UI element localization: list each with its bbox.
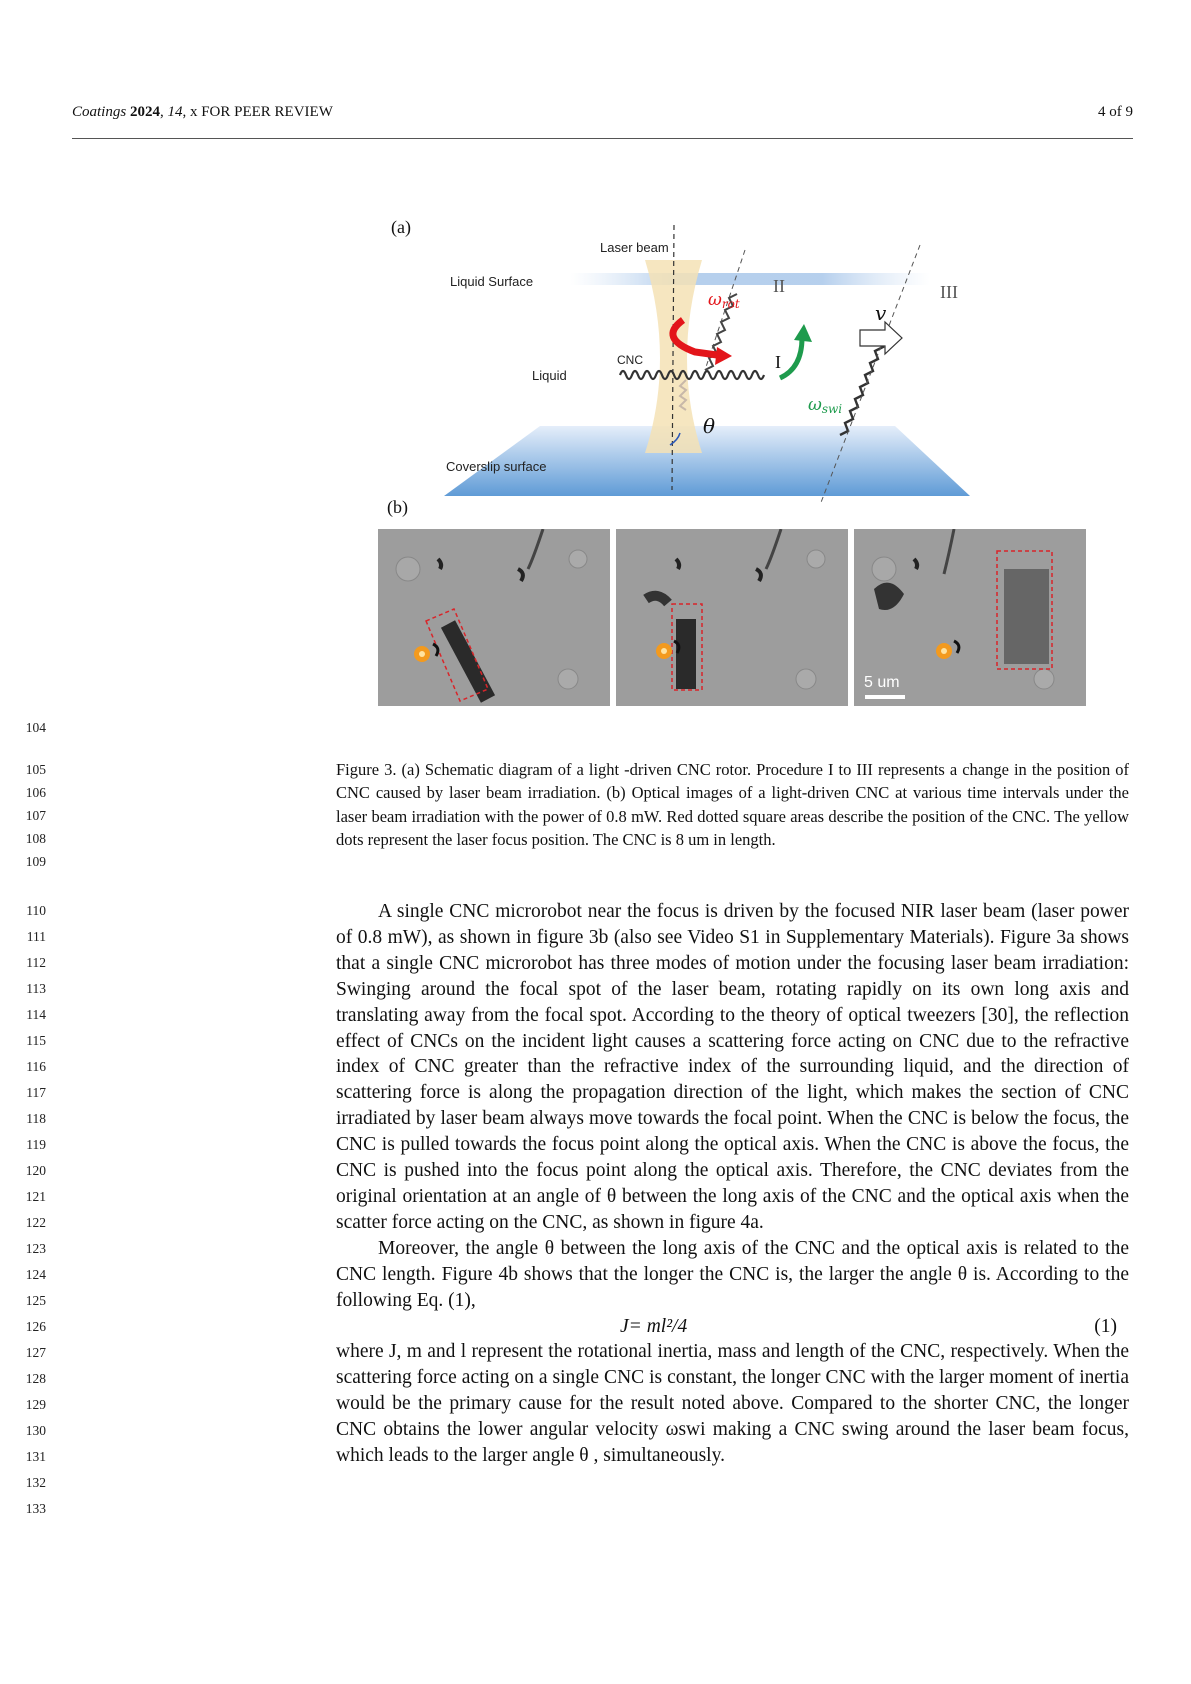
line-number: 104: [25, 720, 46, 735]
journal-volume: 14: [167, 104, 183, 120]
line-number: 111: [26, 929, 46, 944]
line-number: 116: [26, 1059, 46, 1074]
optical-image-2-content: [616, 529, 848, 706]
velocity-label: v: [875, 301, 887, 325]
laser-beam-label: Laser beam: [600, 240, 669, 255]
scale-bar-label: 5 um: [864, 674, 900, 691]
line-number: 107: [25, 808, 46, 823]
liquid-surface-band: [570, 273, 930, 285]
swing-arrow: [780, 338, 802, 378]
line-number: 113: [26, 981, 46, 996]
line-number: 127: [25, 1345, 46, 1360]
journal-year: 2024: [129, 104, 160, 120]
line-number: 133: [25, 1501, 46, 1516]
swing-arrowhead: [794, 324, 812, 342]
line-number: 109: [25, 854, 46, 869]
cnc-moved: [840, 335, 888, 435]
line-number: 123: [25, 1241, 46, 1256]
line-number: 108: [25, 831, 46, 846]
panel-a-label: (a): [391, 217, 411, 237]
running-header: [72, 104, 1133, 139]
line-number: 117: [26, 1085, 46, 1100]
line-number: 130: [25, 1423, 46, 1438]
line-number: 125: [25, 1293, 46, 1308]
cnc-horizontal: [620, 371, 764, 379]
theta-label: θ: [703, 414, 716, 438]
line-number: 119: [26, 1137, 46, 1152]
paragraph: Moreover, the angle θ between the long axis of the CNC and the optical axis is related to the CNC length. Figure 4b shows that the longer the CNC is, the larger the angle θ is. According to the following Eq. (1),: [336, 1237, 1129, 1311]
line-number: 115: [26, 1033, 46, 1048]
line-number: 112: [26, 955, 46, 970]
optical-image-1: [378, 529, 610, 706]
optical-images: [378, 529, 1088, 706]
paragraph-continuation: where J, m and l represent the rotational inertia, mass and length of the CNC, respectively. When the scattering force acting on a single CNC is constant, the longer CNC with the larger moment of inertia would be the primary cause for the result noted above. Compared to the shorter CNC, the longer CNC obtains the lower angular velocity ωswi making a CNC swing around the laser beam focus, which leads to the larger angle θ , simultaneously.: [336, 1341, 1129, 1467]
panel-b-label: (b): [387, 497, 408, 517]
line-number: 121: [25, 1189, 46, 1204]
journal-name: Coatings: [72, 104, 127, 120]
line-number: 120: [25, 1163, 46, 1178]
line-number: 105: [25, 762, 46, 777]
schematic-diagram: [440, 220, 1020, 510]
optical-image-1-content: [378, 529, 610, 706]
paragraph: A single CNC microrobot near the focus is driven by the focused NIR laser beam (laser power of 0.8 mW), as shown in figure 3b (also see Video S1 in Supplementary Materials). Figure 3a shows that a single CNC microrobot has three modes of motion under the focusing laser beam irradiation: Swinging around the focal spot of the laser beam, rotating rapidly on its own long axis and translating away from the focal spot. According to the theory of optical tweezers [30], the reflection effect of CNCs on the incident light causes a scattering force acting on CNC due to the refractive index of CNC greater than the refractive index of the surrounding liquid, and the direction of scattering force is along the propagation direction of the light, which makes the section of CNC irradiated by laser beam always move towards the focal point. When the CNC is below the focus, the CNC is pulled towards the focus point along the optical axis. When the CNC is above the focus, the CNC is pushed into the focus point along the optical axis. Therefore, the CNC deviates from the original orientation at an angle of θ between the long axis of the CNC and the optical axis when the scatter force acting on the CNC, as shown in figure 4a.: [336, 901, 1129, 1233]
line-number: 118: [26, 1111, 46, 1126]
liquid-label: Liquid: [532, 368, 567, 383]
equation-number: (1): [1094, 1315, 1117, 1337]
page-number: 4 of 9: [1098, 104, 1133, 120]
liquid-surface-label: Liquid Surface: [450, 274, 534, 289]
line-number: 128: [25, 1371, 46, 1386]
omega-swi-label: ωswi: [808, 395, 843, 416]
line-number: 129: [25, 1397, 46, 1412]
figure-caption: Figure 3. (a) Schematic diagram of a light -driven CNC rotor. Procedure I to III represents a change in the position of CNC caused by laser beam irradiation. (b) Optical images of a light-driven CNC at various time intervals under the laser beam irradiation with the power of 0.8 mW. Red dotted square areas describe the position of the CNC. The yellow dots represent the laser focus position. The CNC is 8 um in length.: [336, 760, 1129, 849]
rotation-arrowhead: [715, 347, 732, 365]
line-number: 126: [25, 1319, 46, 1334]
line-number: 114: [26, 1007, 46, 1022]
optical-image-2: [616, 529, 848, 706]
cnc-label: CNC: [617, 353, 643, 367]
journal-citation: Coatings 2024, 14, x FOR PEER REVIEW: [72, 104, 333, 120]
line-number: 131: [25, 1449, 46, 1464]
body-text: [336, 899, 1129, 1469]
scale-bar: [865, 695, 905, 699]
line-number: 122: [25, 1215, 46, 1230]
stage-ii-label: II: [773, 276, 785, 296]
line-number: 106: [25, 785, 46, 800]
coverslip-label: Coverslip surface: [446, 459, 547, 474]
omega-rot-label: ωrot: [708, 290, 740, 311]
equation-formula: J= ml²/4: [620, 1315, 688, 1337]
line-number: 124: [25, 1267, 46, 1282]
line-number: 132: [25, 1475, 46, 1490]
stage-iii-label: III: [940, 282, 958, 302]
line-number: 110: [26, 903, 46, 918]
review-label: , x FOR PEER REVIEW: [182, 104, 333, 120]
stage-i-label: I: [775, 352, 781, 372]
equation-1: [336, 1314, 1129, 1340]
